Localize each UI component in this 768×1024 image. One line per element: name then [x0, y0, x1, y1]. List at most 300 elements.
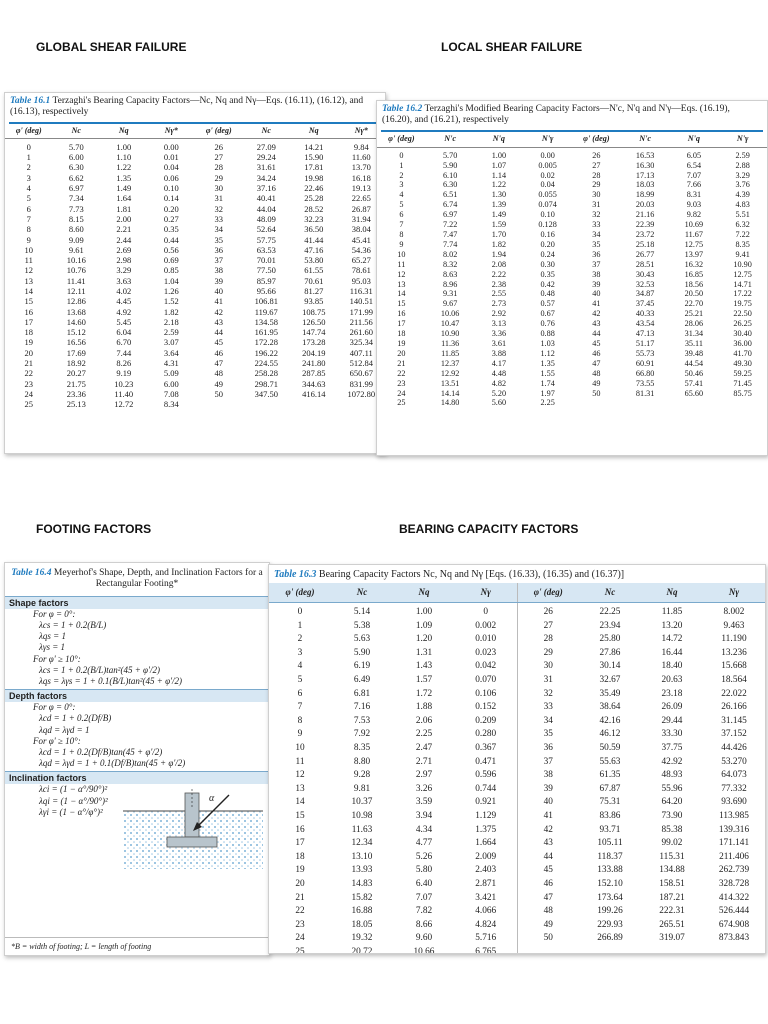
table-cell: 8.80	[353, 756, 371, 767]
table-cell: 36	[592, 249, 601, 259]
table-cell: 36	[214, 244, 223, 255]
table-cell: 1	[26, 152, 31, 163]
table-row	[377, 230, 767, 240]
table-cell: 18	[295, 851, 305, 862]
table-cell: 2.92	[491, 309, 507, 319]
table-cell: 347.50	[254, 388, 278, 399]
table-cell: 73.55	[635, 378, 655, 388]
table-cell: 63.53	[256, 244, 276, 255]
table-cell: 134.58	[254, 316, 278, 327]
table-cell: 7.22	[735, 230, 750, 239]
table-cell: 10.90	[440, 329, 460, 339]
table-row	[377, 161, 767, 171]
table-cell	[718, 398, 767, 408]
table-cell: 4.48	[491, 368, 507, 378]
table-cell: 45	[214, 337, 223, 348]
table-cell: 2	[26, 162, 31, 173]
table-cell: 5.716	[475, 933, 497, 944]
table-cell: 95.03	[351, 275, 371, 286]
table-cell: 28	[517, 633, 579, 647]
table-cell: 27	[517, 620, 579, 634]
table-cell: 118.37	[597, 851, 623, 862]
table-cell: 24	[295, 933, 305, 944]
table-row	[377, 270, 767, 280]
table-cell: 18.92	[66, 358, 86, 369]
formula-line: For φ = 0°:	[33, 702, 76, 713]
table-cell: 35	[214, 234, 223, 245]
table-cell: 3.421	[475, 892, 497, 903]
table-cell: 71.45	[733, 378, 752, 388]
table-row	[5, 358, 385, 368]
table-row	[377, 329, 767, 339]
table-cell: 16.30	[635, 160, 655, 170]
table-cell: 6.00	[68, 152, 84, 163]
table-cell: 0.06	[163, 172, 179, 183]
table-cell: 12	[397, 269, 406, 279]
table-cell: 15	[295, 811, 305, 821]
table-cell: 29	[517, 647, 579, 661]
table-cell: 49	[517, 919, 579, 933]
table-cell	[572, 398, 621, 408]
table-cell: 1.12	[540, 348, 555, 358]
table-cell: 4.31	[163, 358, 179, 369]
table-row	[5, 307, 385, 317]
formula-line: λqs = λγs = 1 + 0.1(B/L)tan²(45 + φ'/2)	[39, 676, 182, 687]
table-cell: 42.16	[599, 715, 621, 726]
table-cell: 4	[297, 661, 303, 672]
table-cell: 11	[24, 255, 33, 266]
shape-factors-heading: Shape factors	[5, 596, 269, 609]
table-cell: 6	[26, 203, 31, 214]
table-cell: 16	[397, 309, 406, 319]
table-cell: 13.93	[351, 865, 373, 876]
table-cell: 5.45	[116, 316, 132, 327]
table-row	[377, 379, 767, 389]
table-cell: 26.77	[635, 249, 655, 259]
table-cell: 108.75	[302, 306, 326, 317]
table-cell: 6.62	[68, 172, 84, 183]
table-cell: 0.128	[538, 220, 557, 230]
table-row	[377, 289, 767, 299]
table-cell: 25.80	[599, 634, 621, 645]
table-cell: 22.70	[684, 299, 704, 309]
table-cell: 23	[24, 378, 33, 389]
table-cell: 1.03	[540, 338, 555, 348]
table-cell: 8.31	[686, 190, 702, 200]
table-cell: 5.80	[415, 865, 433, 876]
table-cell: 32.67	[599, 675, 621, 686]
table-cell: 39	[214, 275, 223, 286]
table-cell: 7.82	[415, 906, 433, 917]
table-cell: 650.67	[349, 368, 373, 379]
table-cell: 229.93	[597, 919, 623, 930]
table-cell: 20.03	[635, 200, 655, 210]
table-cell: 171.141	[718, 838, 750, 849]
table-cell: 5.70	[442, 150, 458, 160]
table-cell: 2.38	[491, 279, 507, 289]
table-cell: 12.11	[66, 286, 86, 296]
table-cell: 0.596	[475, 770, 497, 781]
table-cell: 6.04	[116, 327, 132, 338]
table-cell: 19.32	[351, 933, 373, 944]
table-cell: 99.02	[661, 838, 683, 849]
table-cell	[621, 398, 670, 408]
table-cell: 22	[397, 368, 406, 378]
table-header-row	[269, 583, 765, 603]
table-cell: 0.10	[540, 210, 555, 220]
table-cell: 41	[214, 296, 223, 307]
table-row	[377, 171, 767, 181]
table-cell: 134.88	[659, 865, 685, 876]
formula-line: λci = (1 − α°/90°)²	[39, 784, 108, 795]
global-shear-heading: GLOBAL SHEAR FAILURE	[36, 40, 187, 54]
table-cell: 39.48	[684, 348, 704, 358]
table-cell: 42	[214, 306, 223, 317]
table-cell: 1.81	[116, 203, 132, 214]
table-cell: 0.24	[540, 249, 555, 259]
table-cell: 2.73	[491, 299, 507, 309]
table-row	[377, 147, 767, 160]
table-cell: 1.20	[415, 634, 433, 645]
table-cell: 28.52	[304, 203, 324, 214]
table-cell: 26.25	[733, 319, 752, 329]
table-cell: 1.31	[415, 647, 433, 658]
table-row	[5, 265, 385, 275]
table-cell: 9.61	[68, 244, 84, 255]
column-header: Nc	[331, 583, 393, 603]
table-cell: 20.50	[684, 289, 704, 299]
table-cell: 224.55	[254, 358, 278, 369]
table-cell: 0	[26, 141, 31, 152]
table-cell: 0.44	[163, 234, 179, 245]
table-cell: 241.80	[302, 358, 326, 369]
table-cell: 26	[592, 150, 601, 160]
table-cell: 6.19	[353, 661, 371, 672]
column-header: N'q	[670, 132, 719, 147]
table-cell: 3	[399, 180, 404, 190]
table-cell: 211.406	[719, 851, 749, 862]
table-cell: 44.54	[684, 358, 704, 368]
table-row	[5, 245, 385, 255]
table-row	[269, 701, 765, 715]
table-cell: 261.60	[349, 327, 373, 338]
table-cell: 41	[592, 299, 601, 309]
table-cell: 9.09	[68, 234, 84, 245]
table-16-4-footnote: *B = width of footing; L = length of footing	[5, 937, 269, 955]
table-16-1-caption	[5, 93, 385, 120]
table-cell: 0.85	[163, 265, 179, 276]
table-cell: 6	[297, 688, 303, 699]
table-cell: 5.20	[491, 388, 507, 398]
table-cell: 4.17	[491, 358, 507, 368]
table-cell: 6.74	[442, 200, 458, 210]
table-cell: 152.10	[597, 878, 623, 889]
table-cell: 9.41	[735, 249, 750, 259]
table-cell: 9.60	[415, 933, 433, 944]
table-row	[377, 190, 767, 200]
table-cell: 2.25	[540, 398, 555, 408]
table-cell: 17.81	[304, 162, 324, 173]
table-cell: 4	[26, 183, 31, 194]
table-cell: 22.46	[304, 183, 324, 194]
table-row	[269, 660, 765, 674]
table-row	[5, 327, 385, 337]
table-cell: 15	[397, 299, 406, 309]
table-cell: 12.75	[684, 239, 704, 249]
table-cell: 2.69	[116, 244, 132, 255]
table-cell: 37.45	[635, 299, 655, 309]
table-cell: 11.63	[351, 824, 373, 835]
column-header: Nq	[393, 583, 455, 603]
table-cell: 4.39	[735, 190, 750, 200]
table-cell: 8.02	[442, 249, 458, 259]
table-cell: 11.67	[684, 230, 703, 239]
table-cell: 41	[517, 810, 579, 824]
table-cell: 48.09	[256, 213, 276, 224]
table-16-2-panel	[376, 100, 768, 456]
table-cell: 44.426	[721, 743, 747, 754]
table-cell: 46.12	[599, 729, 621, 740]
table-cell: 15.82	[351, 892, 373, 903]
table-cell: 12	[295, 770, 305, 781]
table-cell: 1.129	[475, 811, 497, 821]
table-cell: 1	[399, 160, 404, 170]
table-cell: 14.83	[351, 878, 373, 889]
table-cell: 5.38	[353, 620, 371, 631]
table-16-1	[5, 124, 385, 410]
table-cell: 27	[592, 160, 601, 170]
table-cell: 0.055	[538, 190, 557, 200]
table-cell: 14.80	[440, 398, 460, 408]
table-row	[377, 359, 767, 369]
table-row	[377, 250, 767, 260]
table-row	[269, 756, 765, 770]
table-cell: 38	[592, 269, 601, 279]
table-cell: 0.106	[475, 688, 497, 699]
table-cell: 4.066	[475, 906, 497, 917]
table-cell: 4.82	[491, 378, 507, 388]
table-cell: 23	[397, 378, 406, 388]
table-cell: 20.63	[661, 675, 683, 686]
table-cell: 33	[592, 220, 601, 230]
table-cell: 20.72	[351, 946, 373, 954]
table-cell: 67.87	[599, 783, 621, 794]
table-cell: 9.19	[116, 368, 132, 379]
table-cell: 8.35	[353, 743, 371, 754]
table-cell: 55.96	[661, 783, 683, 794]
table-cell: 873.843	[718, 933, 750, 944]
table-cell: 48.93	[661, 770, 683, 781]
table-cell: 2	[399, 170, 404, 180]
column-header: Nc	[579, 583, 641, 603]
table-cell: 0.56	[163, 244, 179, 255]
table-cell: 34.24	[256, 172, 276, 183]
table-cell: 0.48	[540, 289, 555, 299]
table-cell: 81.31	[635, 388, 655, 398]
table-cell: 0.16	[540, 230, 555, 239]
table-cell: 1.43	[415, 661, 433, 672]
table-cell: 0.209	[475, 715, 497, 726]
table-cell: 1.55	[540, 368, 555, 378]
table-row	[377, 349, 767, 359]
table-cell: 1.52	[163, 296, 179, 307]
table-cell: 2.55	[491, 289, 507, 299]
table-16-3-panel	[268, 564, 766, 954]
table-cell: 2.18	[163, 316, 179, 327]
table-cell: 2.59	[735, 150, 750, 160]
table-cell: 147.74	[302, 327, 326, 338]
table-16-4-title: Meyerhof's Shape, Depth, and Inclination Factors for a Rectangular Footing*	[53, 568, 263, 589]
table-row	[269, 647, 765, 661]
table-cell: 45	[517, 864, 579, 878]
table-cell: 11.85	[441, 348, 460, 358]
table-row	[377, 309, 767, 319]
table-cell: 30	[592, 190, 601, 200]
table-cell	[243, 399, 291, 409]
table-cell: 31.145	[721, 715, 747, 726]
table-row	[5, 183, 385, 193]
table-cell: 7.22	[442, 220, 458, 230]
table-cell: 1.70	[491, 230, 507, 239]
table-cell: 27.09	[256, 141, 276, 152]
table-cell: 11.40	[114, 388, 134, 399]
table-cell: 0.280	[475, 729, 497, 740]
table-row	[5, 348, 385, 358]
table-cell: 6.40	[415, 878, 433, 889]
table-cell: 0.04	[163, 162, 179, 173]
table-16-1-number: Table 16.1	[10, 96, 51, 106]
table-cell: 3.94	[415, 811, 433, 821]
table-cell: 6.30	[68, 162, 84, 173]
table-cell: 6	[399, 210, 404, 220]
table-cell: 199.26	[597, 906, 623, 917]
table-cell: 8.35	[735, 239, 750, 249]
table-cell: 6.97	[442, 210, 458, 220]
table-cell: 18.05	[351, 919, 373, 930]
table-16-4-number: Table 16.4	[11, 568, 52, 578]
table-row	[269, 905, 765, 919]
table-cell: 48	[214, 368, 223, 379]
table-cell: 13.236	[721, 647, 747, 658]
table-cell: 1.30	[491, 190, 507, 200]
table-cell: 31	[214, 193, 223, 204]
table-cell: 18.99	[635, 190, 655, 200]
table-cell: 25	[24, 399, 33, 410]
table-cell: 42.92	[661, 756, 683, 767]
table-cell: 6.30	[442, 180, 458, 190]
table-16-4-panel	[4, 562, 270, 956]
table-cell: 115.31	[659, 851, 685, 862]
table-cell: 0.27	[163, 213, 179, 224]
table-cell: 18.03	[635, 180, 655, 190]
table-cell: 0.921	[475, 797, 497, 808]
depth-factors-heading: Depth factors	[5, 689, 269, 702]
table-cell: 414.322	[718, 892, 750, 903]
table-cell: 64.20	[661, 797, 683, 808]
table-cell: 47	[214, 358, 223, 369]
table-cell: 512.84	[349, 358, 373, 369]
table-cell: 22.50	[733, 309, 752, 319]
table-cell: 1.49	[491, 210, 507, 220]
table-cell: 93.85	[304, 296, 324, 307]
table-cell: 9.463	[723, 620, 745, 631]
table-cell: 27	[214, 152, 223, 163]
table-cell: 49.30	[733, 358, 752, 368]
column-header: φ' (deg)	[572, 132, 621, 147]
table-cell: 1.09	[415, 620, 433, 631]
table-cell: 0.14	[163, 193, 179, 204]
table-cell	[703, 946, 765, 954]
table-cell: 14.60	[66, 316, 86, 327]
table-cell: 0.023	[475, 647, 497, 658]
table-cell: 19.13	[351, 183, 371, 194]
table-cell: 10	[295, 743, 305, 754]
table-cell: 34	[214, 224, 223, 235]
table-row	[5, 162, 385, 172]
table-cell: 7.07	[686, 170, 702, 180]
table-cell: 50	[592, 388, 601, 398]
formula-line: λqs = 1	[39, 631, 66, 642]
table-row	[5, 173, 385, 183]
table-cell: 23	[295, 919, 305, 930]
table-cell: 50	[214, 388, 223, 399]
table-cell: 2.98	[116, 255, 132, 266]
table-cell: 11	[295, 756, 305, 767]
table-cell: 15.90	[304, 152, 324, 163]
depth-factor-lines	[5, 702, 269, 769]
table-cell: 40	[517, 796, 579, 810]
table-cell: 18.564	[721, 675, 747, 686]
table-cell: 15	[24, 296, 33, 307]
table-16-3-number: Table 16.3	[274, 569, 317, 580]
table-cell: 40	[214, 286, 223, 296]
table-cell: 8.32	[442, 259, 458, 269]
table-cell: 6.81	[353, 688, 371, 699]
table-cell: 28.51	[635, 259, 655, 269]
table-cell: 1.26	[163, 286, 179, 296]
table-16-3	[269, 583, 765, 955]
table-cell: 4.45	[116, 296, 132, 307]
table-cell: 7.08	[163, 388, 179, 399]
table-cell: 60.91	[635, 358, 655, 368]
table-cell: 9.03	[686, 200, 702, 210]
table-cell: 0.35	[540, 269, 555, 279]
table-cell: 172.28	[254, 337, 278, 348]
table-cell: 2.25	[415, 729, 433, 740]
table-cell	[195, 399, 243, 409]
table-cell: 14	[295, 797, 305, 808]
table-row	[377, 200, 767, 210]
table-cell: 11.36	[441, 338, 460, 348]
column-header: φ' (deg)	[5, 124, 53, 139]
table-cell: 1.14	[491, 170, 507, 180]
table-row	[5, 152, 385, 162]
table-cell: 20	[397, 348, 406, 358]
table-cell: 3	[26, 172, 31, 183]
table-cell: 19	[295, 865, 305, 876]
table-cell: 51.17	[635, 338, 655, 348]
table-cell: 45.41	[351, 234, 371, 245]
table-cell: 16.32	[684, 259, 704, 269]
table-cell: 1.72	[415, 688, 433, 699]
table-cell: 11.60	[351, 152, 371, 163]
table-row	[5, 337, 385, 347]
table-cell: 32	[214, 203, 223, 214]
table-cell: 39	[517, 783, 579, 797]
table-row	[269, 769, 765, 783]
table-cell: 7.92	[353, 729, 371, 740]
table-cell: 3.76	[735, 180, 750, 190]
